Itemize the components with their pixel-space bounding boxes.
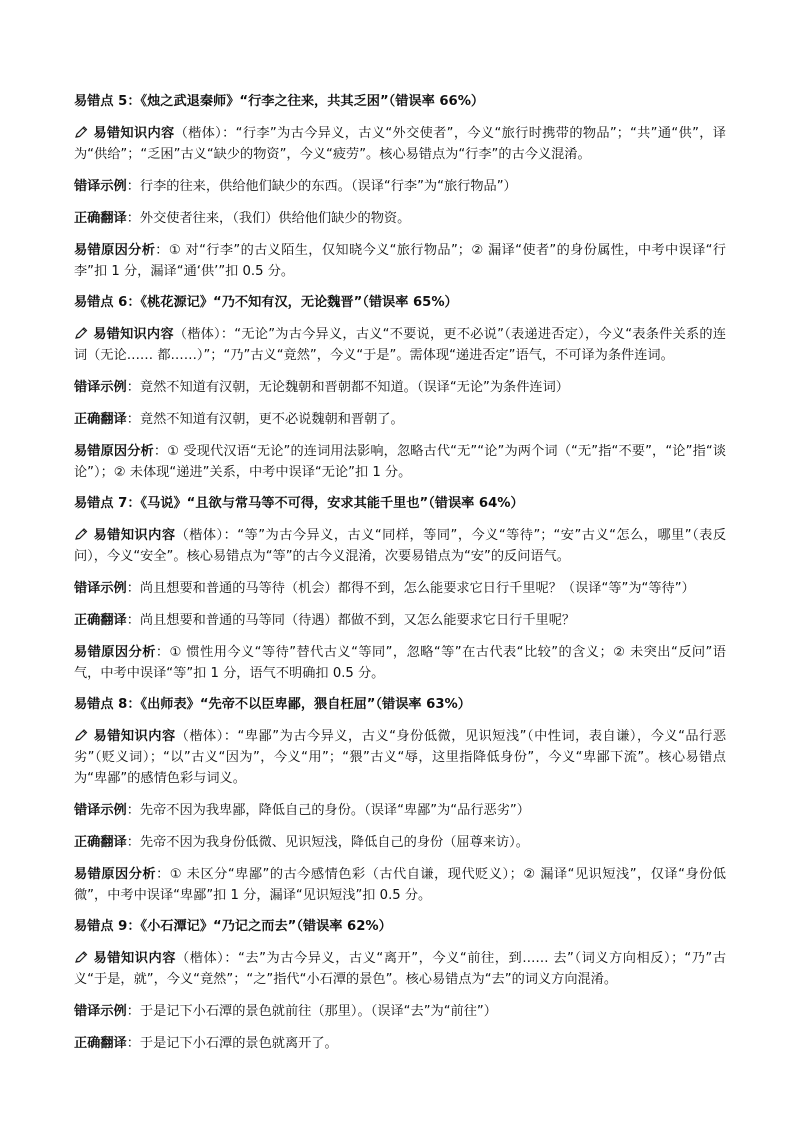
- wrong-translation-paragraph: [74, 578, 726, 599]
- wrong-translation-paragraph: [74, 176, 726, 197]
- correct-translation-paragraph: [74, 1033, 726, 1054]
- reason-text: ：① 未区分“卑鄙”的古今感情色彩（古代自谦，现代贬义）；② 漏译“见识短浅”，仅译“身份低微”，中考中误译“卑鄙”扣 1 分，漏译“见识短浅”扣 0.5 分。: [74, 867, 726, 903]
- wrong-translation-paragraph: [74, 1001, 726, 1022]
- reason-paragraph: [74, 864, 726, 906]
- entry-heading: 易错点 6：《桃花源记》“乃不知有汉，无论魏晋”（错误率 65%）: [74, 295, 458, 310]
- reason-label: 易错原因分析: [74, 243, 156, 258]
- knowledge-label: 易错知识内容: [93, 528, 176, 543]
- reason-paragraph: [74, 441, 726, 483]
- error-entry-7: [74, 494, 726, 684]
- knowledge-label: 易错知识内容: [93, 951, 176, 966]
- knowledge-text: （楷体）：“行李”为古今异义，古义“外交使者”，今义“旅行时携带的物品”；“共”通“供”，译为“供给”；“乏困”古义“缺少的物资”，今义“疲劳”。核心易错点为“行李”的古今义混淆。: [74, 126, 726, 162]
- wrong-text: ：于是记下小石潭的景色就前往（那里）。（误译“去”为“前往”）: [126, 1004, 497, 1019]
- correct-text: ：外交使者往来，（我们）供给他们缺少的物资。: [126, 211, 411, 226]
- entry-heading: 易错点 7：《马说》“且欲与常马等不可得，安求其能千里也”（错误率 64%）: [74, 496, 524, 511]
- error-entry-6: [74, 293, 726, 483]
- wrong-translation-paragraph: [74, 377, 726, 398]
- knowledge-label: 易错知识内容: [93, 327, 174, 342]
- correct-label: 正确翻译: [74, 211, 127, 226]
- correct-translation-paragraph: [74, 409, 726, 430]
- pencil-icon: [74, 525, 90, 546]
- knowledge-label: 易错知识内容: [93, 729, 176, 744]
- wrong-label: 错译示例: [74, 179, 127, 194]
- correct-label: 正确翻译: [74, 412, 127, 427]
- error-entry-8: [74, 695, 726, 906]
- wrong-text: ：先帝不因为我卑鄙，降低自己的身份。（误译“卑鄙”为“品行恶劣”）: [126, 803, 530, 818]
- correct-translation-paragraph: [74, 832, 726, 853]
- knowledge-text: （楷体）：“等”为古今异义，古义“同样，等同”，今义“等待”；“安”古义“怎么，哪里”（表反问），今义“安全”。核心易错点为“等”的古今义混淆，次要易错点为“安”的反问语气。: [74, 528, 727, 564]
- reason-paragraph: [74, 642, 726, 684]
- wrong-label: 错译示例: [74, 581, 127, 596]
- knowledge-label: 易错知识内容: [93, 126, 175, 141]
- entry-heading: 易错点 9：《小石潭记》“乃记之而去”（错误率 62%）: [74, 919, 392, 934]
- correct-text: ：于是记下小石潭的景色就离开了。: [126, 1036, 338, 1051]
- wrong-text: ：竟然不知道有汉朝，无论魏朝和晋朝都不知道。（误译“无论”为条件连词）: [126, 380, 569, 395]
- pencil-icon: [74, 123, 90, 144]
- correct-text: ：尚且想要和普通的马等同（待遇）都做不到，又怎么能要求它日行千里呢？: [126, 613, 576, 628]
- knowledge-text: （楷体）：“去”为古今异义，古义“离开”，今义“前往，到…… 去”（词义方向相反）；“乃”古义“于是，就”，今义“竟然”；“之”指代“小石潭的景色”。核心易错点为“去”的词义方向混淆。: [74, 951, 727, 987]
- wrong-text: ：尚且想要和普通的马等待（机会）都得不到，怎么能要求它日行千里呢？（误译“等”为“等待”）: [126, 581, 695, 596]
- wrong-label: 错译示例: [74, 1004, 127, 1019]
- entry-heading: 易错点 8：《出师表》“先帝不以臣卑鄙，猥自枉屈”（错误率 63%）: [74, 697, 471, 712]
- error-entry-5: [74, 92, 726, 282]
- reason-paragraph: [74, 240, 726, 282]
- knowledge-paragraph: [74, 324, 726, 366]
- reason-text: ：① 受现代汉语“无论”的连词用法影响，忽略古代“无”“论”为两个词（“无”指“不要”，“论”指“谈论”）；② 未体现“递进”关系，中考中误译“无论”扣 1 分。: [74, 444, 727, 480]
- reason-label: 易错原因分析: [74, 444, 154, 459]
- reason-text: ：① 对“行李”的古义陌生，仅知晓今义“旅行物品”；② 漏译“使者”的身份属性，中考中误译“行李”扣 1 分，漏译“通‘供’”扣 0.5 分。: [74, 243, 726, 279]
- correct-text: ：竟然不知道有汉朝，更不必说魏朝和晋朝了。: [126, 412, 404, 427]
- correct-text: ：先帝不因为我身份低微、见识短浅，降低自己的身份（屈尊来访）。: [126, 835, 529, 850]
- correct-label: 正确翻译: [74, 613, 127, 628]
- pencil-icon: [74, 726, 90, 747]
- error-entry-9: [74, 917, 726, 1054]
- reason-label: 易错原因分析: [74, 645, 156, 660]
- knowledge-text: （楷体）：“卑鄙”为古今异义，古义“身份低微，见识短浅”（中性词，表自谦），今义“品行恶劣”（贬义词）；“以”古义“因为”，今义“用”；“猥”古义“辱，这里指降低身份”，今义“卑鄙下流”。核心易错点为“卑鄙”的感情色彩与词义。: [74, 729, 726, 786]
- reason-label: 易错原因分析: [74, 867, 157, 882]
- knowledge-paragraph: [74, 948, 726, 990]
- correct-translation-paragraph: [74, 610, 726, 631]
- pencil-icon: [74, 948, 90, 969]
- correct-label: 正确翻译: [74, 835, 127, 850]
- knowledge-paragraph: [74, 726, 726, 789]
- pencil-icon: [74, 324, 90, 345]
- knowledge-text: （楷体）：“无论”为古今异义，古义“不要说，更不必说”（表递进否定），今义“表条件关系的连词（无论…… 都……）”；“乃”古义“竟然”，今义“于是”。需体现“递进否定”语气，不可译为条件连词。: [74, 327, 727, 363]
- wrong-label: 错译示例: [74, 803, 127, 818]
- wrong-text: ：行李的往来，供给他们缺少的东西。（误译“行李”为“旅行物品”）: [126, 179, 517, 194]
- correct-translation-paragraph: [74, 208, 726, 229]
- reason-text: ：① 惯性用今义“等待”替代古义“等同”，忽略“等”在古代表“比较”的含义；② 未突出“反问”语气，中考中误译“等”扣 1 分，语气不明确扣 0.5 分。: [74, 645, 726, 681]
- wrong-label: 错译示例: [74, 380, 127, 395]
- knowledge-paragraph: [74, 123, 726, 165]
- knowledge-paragraph: [74, 525, 726, 567]
- wrong-translation-paragraph: [74, 800, 726, 821]
- entry-heading: 易错点 5：《烛之武退秦师》“行李之往来，共其乏困”（错误率 66%）: [74, 94, 485, 109]
- correct-label: 正确翻译: [74, 1036, 127, 1051]
